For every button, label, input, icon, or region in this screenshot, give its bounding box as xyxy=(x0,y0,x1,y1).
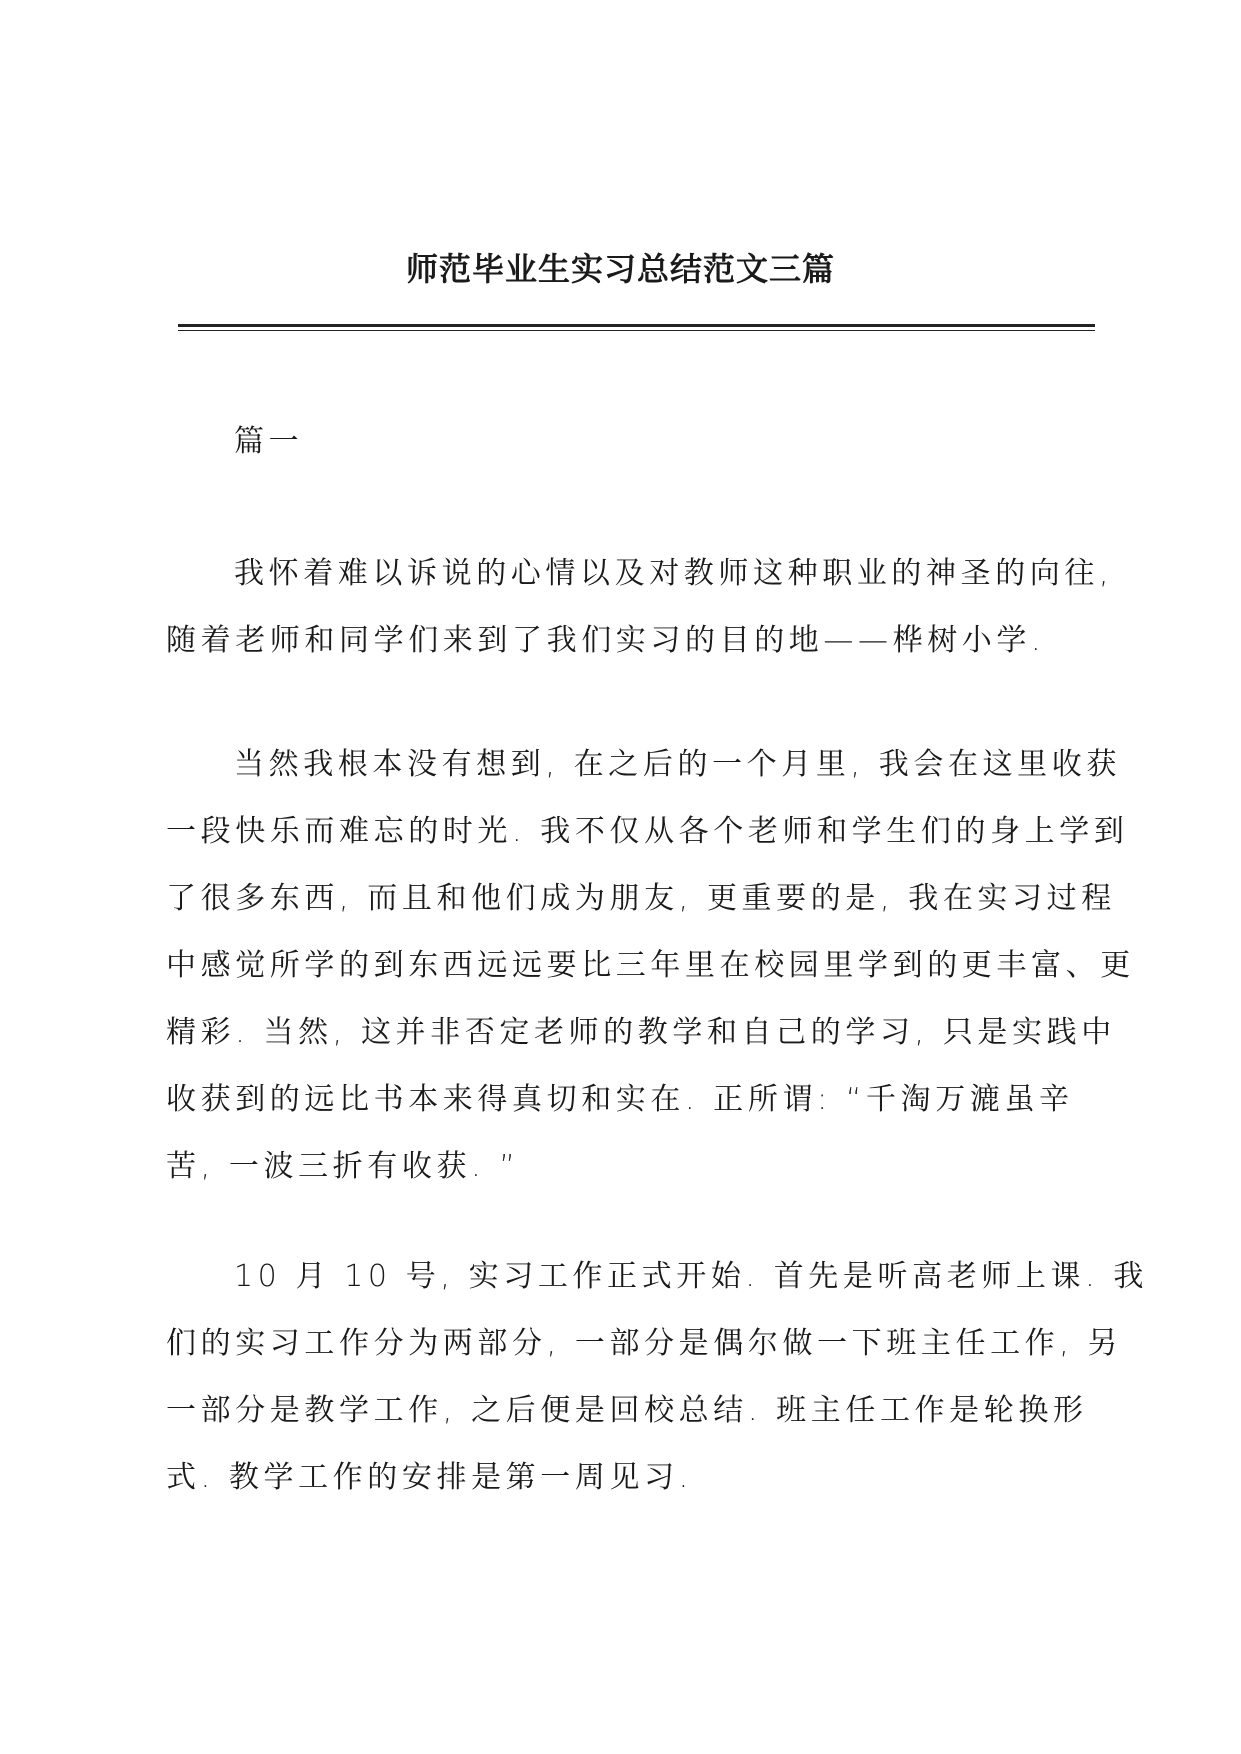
paragraph-3 xyxy=(166,1243,1148,1511)
paragraph-line: 精彩. 当然, 这并非否定老师的教学和自己的学习, 只是实践中 xyxy=(166,1015,1116,1050)
paragraph-line: 当然我根本没有想到, 在之后的一个月里, 我会在这里收获 xyxy=(234,747,1121,782)
paragraph-line: 收获到的远比书本来得真切和实在. 正所谓: “千淘万漉虽辛 xyxy=(166,1082,1074,1117)
paragraph-2 xyxy=(166,731,1135,1200)
paragraph-line: 10 月 10 号, 实习工作正式开始. 首先是听高老师上课. 我 xyxy=(234,1259,1148,1294)
document-title: 师范毕业生实习总结范文三篇 xyxy=(405,250,835,288)
section-label xyxy=(166,408,1100,475)
title-underline-thick xyxy=(178,324,1095,327)
paragraph-line: 们的实习工作分为两部分, 一部分是偶尔做一下班主任工作, 另 xyxy=(166,1326,1123,1361)
paragraph-line: 苦, 一波三折有收获. ” xyxy=(166,1149,520,1184)
title-underline-thin xyxy=(178,330,1095,331)
paragraph-line: 了很多东西, 而且和他们成为朋友, 更重要的是, 我在实习过程 xyxy=(166,881,1116,916)
paragraph-line: 随着老师和同学们来到了我们实习的目的地——桦树小学. xyxy=(166,623,1046,658)
paragraph-line: 我怀着难以诉说的心情以及对教师这种职业的神圣的向往, xyxy=(234,556,1114,591)
paragraph-line: 中感觉所学的到东西远远要比三年里在校园里学到的更丰富、更 xyxy=(166,948,1135,983)
paragraph-1 xyxy=(166,540,1114,674)
paragraph-line: 一部分是教学工作, 之后便是回校总结. 班主任工作是轮换形 xyxy=(166,1393,1088,1428)
paragraph-line: 一段快乐而难忘的时光. 我不仅从各个老师和学生们的身上学到 xyxy=(166,814,1129,849)
paragraph-line: 式. 教学工作的安排是第一周见习. xyxy=(166,1460,693,1495)
section-label-text: 篇一 xyxy=(234,424,304,459)
